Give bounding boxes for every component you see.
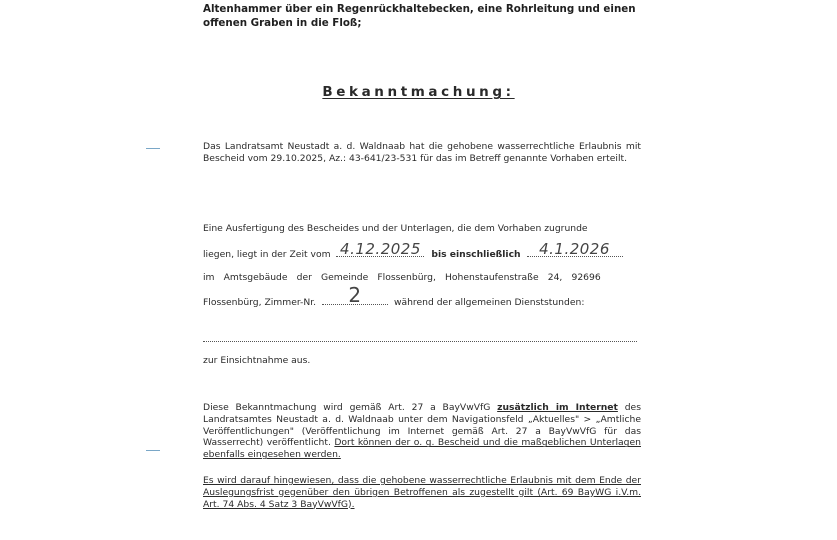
page-title: Bekanntmachung: xyxy=(322,84,515,100)
office-hours-field[interactable] xyxy=(203,341,637,342)
inspection-note: Dort können der o. g. Bescheid und die maßgeblichen Unterlagen ebenfalls eingesehen werden. xyxy=(203,437,641,461)
internet-paragraph: Diese Bekanntmachung wird gemäß Art. 27 a BayVwVfG zusätzlich im Internet des Landratsamtes Neustadt a. d. Waldnaab unter dem Navigationsfeld „Aktuelles" > „Amtliche Veröffentlichungen" (Veröffentlichung im Internet gemäß Art. 27 a BayVwVfG für das Wasserrecht) veröffentlicht. Dort können der o. g. Bescheid und die maßgeblichen Unterlagen ebenfalls eingesehen werden. xyxy=(203,402,641,461)
display-line-1-text: Eine Ausfertigung des Bescheides und der Unterlagen, die dem Vorhaben zugrunde xyxy=(203,223,588,234)
inspection-line: zur Einsichtnahme aus. xyxy=(203,355,311,366)
date-to-value: 4.1.2026 xyxy=(539,240,610,258)
date-to-field[interactable] xyxy=(527,240,623,258)
room-number-value: 2 xyxy=(348,283,362,307)
permit-paragraph: Das Landratsamt Neustadt a. d. Waldnaab hat die gehobene wasserrechtliche Erlaubnis mit Bescheid vom 29.10.2025, Az.: 43-641/23-531 für das im Betreff genannte Vorhaben erteilt. xyxy=(203,141,641,164)
date-from-value: 4.12.2025 xyxy=(340,240,421,258)
address-line: im Amtsgebäude der Gemeinde Flossenbürg, Hohenstaufenstraße 24, 92696 xyxy=(203,272,601,283)
display-period-line xyxy=(203,240,641,261)
display-line-1 xyxy=(203,223,641,235)
room-suffix: während der allgemeinen Dienststunden: xyxy=(393,297,585,308)
subject-line-2: offenen Graben in die Floß; xyxy=(203,17,362,29)
subject-line-1: Altenhammer über ein Regenrückhaltebecken, eine Rohrleitung und einen xyxy=(203,3,636,15)
margin-marker-icon xyxy=(146,450,160,451)
room-number-field[interactable] xyxy=(322,283,388,307)
period-middle: bis einschließlich xyxy=(431,249,521,260)
internet-emphasis: zusätzlich im Internet xyxy=(497,402,618,413)
room-prefix: Flossenbürg, Zimmer-Nr. xyxy=(203,297,317,308)
room-line xyxy=(203,283,641,309)
period-prefix: liegen, liegt in der Zeit vom xyxy=(203,249,331,260)
date-from-field[interactable] xyxy=(336,240,424,258)
service-notice-paragraph: Es wird darauf hingewiesen, dass die gehobene wasserrechtliche Erlaubnis mit dem Ende der Auslegungsfrist gegenüber den übrigen Betroffenen als zugestellt gilt (Art. 69 BayWG i.V.m. Art. 74 Abs. 4 Satz 3 BayVwVfG). xyxy=(203,475,641,510)
margin-marker-icon xyxy=(146,148,160,149)
